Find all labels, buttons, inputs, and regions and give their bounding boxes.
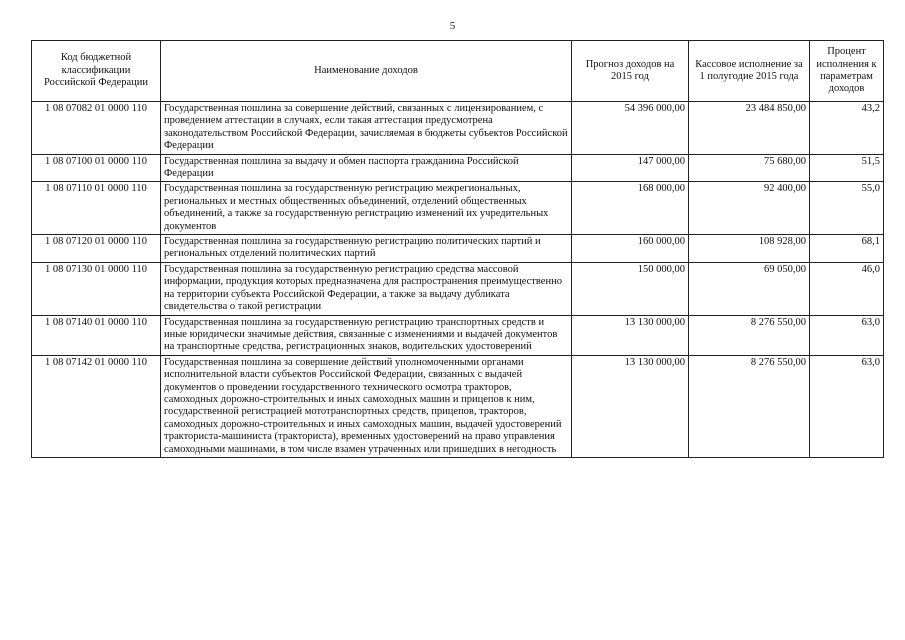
cell-code: 1 08 07140 01 0000 110 [32, 315, 161, 355]
cell-name: Государственная пошлина за совершение действий, связанных с лицензированием, с проведением аттестации в случаях, если такая аттестация предусмотрена законодательством Российской Федерации, зачисляемая в бюджеты субъектов Российской Федерации [161, 102, 572, 155]
cell-cash: 92 400,00 [689, 182, 810, 235]
cell-code: 1 08 07110 01 0000 110 [32, 182, 161, 235]
cell-percent: 46,0 [810, 262, 884, 315]
cell-percent: 63,0 [810, 355, 884, 457]
cell-cash: 69 050,00 [689, 262, 810, 315]
cell-name: Государственная пошлина за государственную регистрацию транспортных средств и иные юридически значимые действия, связанные с изменениями и выдачей документов на транспортные средства, регистрационных знаков, водительских удостоверений [161, 315, 572, 355]
cell-code: 1 08 07130 01 0000 110 [32, 262, 161, 315]
cell-forecast: 168 000,00 [572, 182, 689, 235]
cell-code: 1 08 07120 01 0000 110 [32, 235, 161, 263]
header-percent: Процент исполнения к параметрам доходов [810, 41, 884, 102]
cell-forecast: 13 130 000,00 [572, 315, 689, 355]
cell-forecast: 54 396 000,00 [572, 102, 689, 155]
table-row [32, 315, 884, 355]
cell-percent: 55,0 [810, 182, 884, 235]
table-row [32, 182, 884, 235]
cell-percent: 43,2 [810, 102, 884, 155]
header-forecast: Прогноз доходов на 2015 год [572, 41, 689, 102]
header-name: Наименование доходов [161, 41, 572, 102]
cell-cash: 8 276 550,00 [689, 315, 810, 355]
table-header-row [32, 41, 884, 102]
cell-cash: 8 276 550,00 [689, 355, 810, 457]
header-cash-execution: Кассовое исполнение за 1 полугодие 2015 года [689, 41, 810, 102]
cell-code: 1 08 07082 01 0000 110 [32, 102, 161, 155]
cell-code: 1 08 07142 01 0000 110 [32, 355, 161, 457]
table-row [32, 235, 884, 263]
cell-code: 1 08 07100 01 0000 110 [32, 154, 161, 182]
cell-cash: 23 484 850,00 [689, 102, 810, 155]
cell-name: Государственная пошлина за совершение действий уполномоченными органами исполнительной власти субъектов Российской Федерации, связанных с выдачей документов о проведении государственного технического осмотра тракторов, самоходных дорожно-строительных и иных самоходных машин и прицепов к ним, государственной регистрацией мототранспортных средств, прицепов, тракторов, самоходных дорожно-строительных и иных самоходных машин, выдачей удостоверений тракториста-машиниста (тракториста), временных удостоверений на право управления самоходными машинами, в том числе взамен утраченных или пришедших в негодность [161, 355, 572, 457]
cell-name: Государственная пошлина за государственную регистрацию средства массовой информации, продукция которых предназначена для распространения преимущественно на территории субъекта Российской Федерации, а также за выдачу дубликата свидетельства о такой регистрации [161, 262, 572, 315]
cell-forecast: 160 000,00 [572, 235, 689, 263]
cell-percent: 51,5 [810, 154, 884, 182]
cell-cash: 108 928,00 [689, 235, 810, 263]
page-number: 5 [449, 20, 456, 32]
cell-forecast: 147 000,00 [572, 154, 689, 182]
cell-forecast: 13 130 000,00 [572, 355, 689, 457]
table-row [32, 154, 884, 182]
cell-forecast: 150 000,00 [572, 262, 689, 315]
table-row [32, 355, 884, 457]
revenue-table [31, 40, 884, 458]
cell-percent: 63,0 [810, 315, 884, 355]
table-row [32, 262, 884, 315]
cell-name: Государственная пошлина за выдачу и обмен паспорта гражданина Российской Федерации [161, 154, 572, 182]
table-row [32, 102, 884, 155]
header-code: Код бюджетной классификации Российской Федерации [32, 41, 161, 102]
cell-name: Государственная пошлина за государственную регистрацию межрегиональных, региональных и местных общественных объединений, отделений общественных объединений, а также за государственную регистрацию изменений их учредительных документов [161, 182, 572, 235]
cell-cash: 75 680,00 [689, 154, 810, 182]
cell-name: Государственная пошлина за государственную регистрацию политических партий и региональных отделений политических партий [161, 235, 572, 263]
cell-percent: 68,1 [810, 235, 884, 263]
